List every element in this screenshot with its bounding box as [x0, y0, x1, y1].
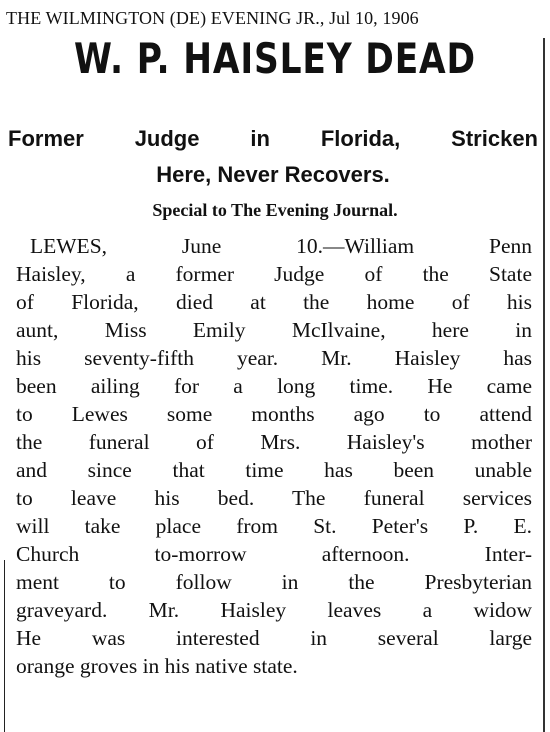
masthead-citation: THE WILMINGTON (DE) EVENING JR., Jul 10, 1906 [6, 8, 419, 28]
body-line: Haisley, a former Judge of the State [16, 262, 532, 286]
body-line: ment to follow in the Presbyterian [16, 570, 532, 594]
headline: W. P. HAISLEY DEAD [74, 34, 476, 83]
subhead-line-2: Here, Never Recovers. [156, 162, 390, 187]
subhead-line-1 [8, 126, 538, 152]
body-line: He was interested in several large [16, 626, 532, 650]
subhead-word: Judge [134, 126, 200, 151]
subhead-word: Florida, [320, 126, 401, 151]
body-line: of Florida, died at the home of his [16, 290, 532, 314]
body-line: been ailing for a long time. He came [16, 374, 532, 398]
subhead-word: Stricken [451, 126, 538, 151]
body-line: and since that time has been unable [16, 458, 532, 482]
column-rule-right [543, 38, 545, 732]
body-line: the funeral of Mrs. Haisley's mother [16, 430, 532, 454]
byline-credit: Special to The Evening Journal. [152, 200, 398, 220]
body-line: will take place from St. Peter's P. E. [16, 514, 532, 538]
body-line: LEWES, June 10.—William Penn [30, 234, 532, 258]
column-rule-left [4, 560, 5, 732]
body-line: to leave his bed. The funeral services [16, 486, 532, 510]
body-line: to Lewes some months ago to attend [16, 402, 532, 426]
body-line: orange groves in his native state. [16, 654, 298, 678]
body-line: his seventy-fifth year. Mr. Haisley has [16, 346, 532, 370]
subhead-word: Former [8, 126, 84, 151]
body-line: graveyard. Mr. Haisley leaves a widow [16, 598, 532, 622]
body-line: aunt, Miss Emily McIlvaine, here in [16, 318, 532, 342]
body-line: Church to-morrow afternoon. Inter- [16, 542, 532, 566]
subhead-word: in [250, 126, 270, 151]
